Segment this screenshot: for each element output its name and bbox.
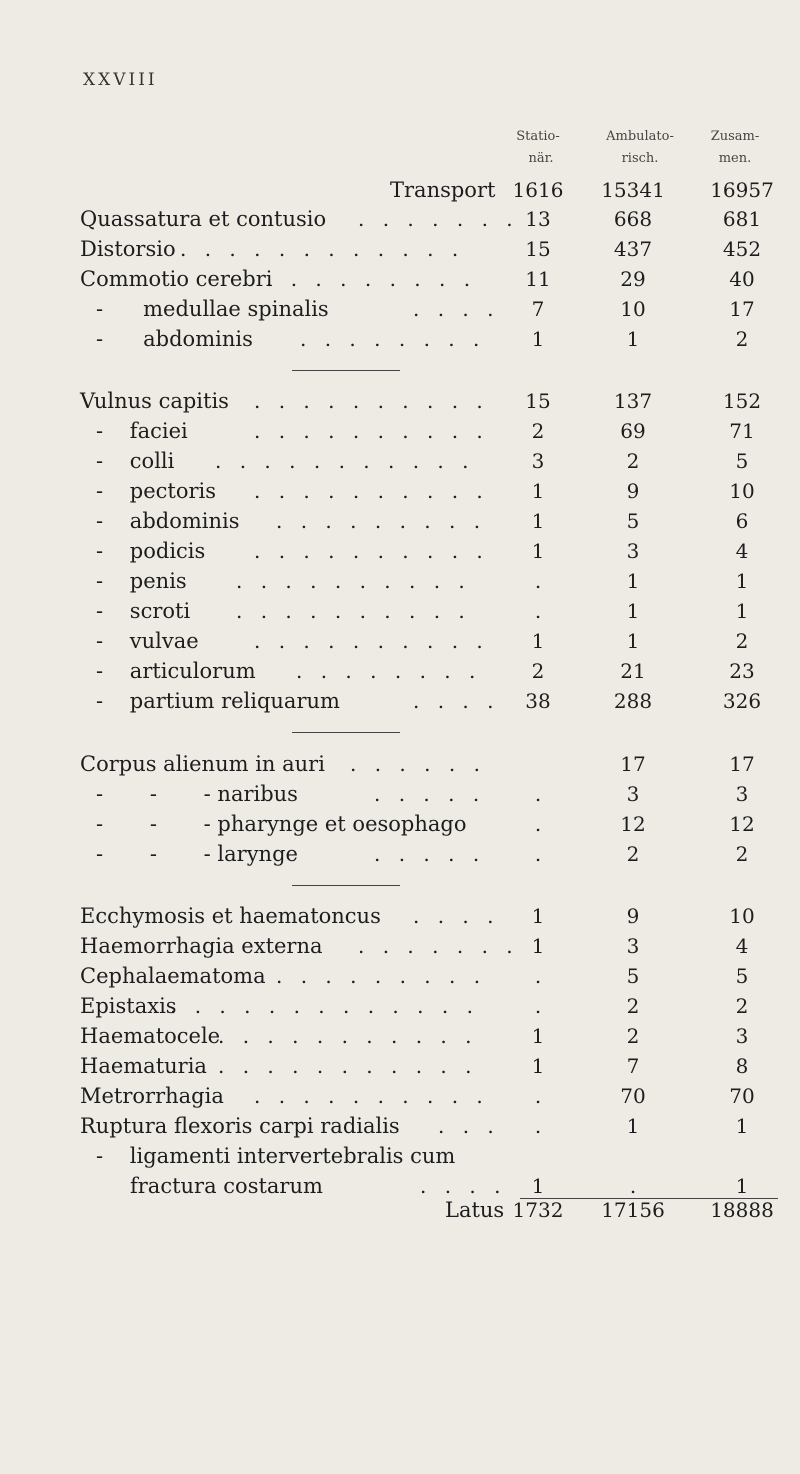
value-stationar: . — [534, 569, 542, 593]
value-ambulatorisch: 9 — [626, 479, 640, 503]
value-ambulatorisch: 69 — [620, 419, 646, 443]
table-row — [0, 446, 800, 476]
row-label: Vulnus capitis — [80, 389, 229, 413]
page-number: XXVIII — [83, 70, 158, 90]
value-stationar: 1 — [531, 629, 545, 653]
table-row — [0, 1111, 800, 1141]
value-zusammen: 8 — [735, 1054, 749, 1078]
value-zusammen: 17 — [729, 297, 755, 321]
value-zusammen: 6 — [735, 509, 749, 533]
value-zusammen: 2 — [735, 327, 749, 351]
value-ambulatorisch: 9 — [626, 904, 640, 928]
row-label: - abdominis — [96, 509, 240, 533]
leader-dots: . . . . . . . . . — [276, 964, 487, 988]
table-row — [0, 779, 800, 809]
value-ambulatorisch: 1 — [626, 629, 640, 653]
leader-dots: . . . . . . . . . . — [254, 539, 489, 563]
row-label: - scroti — [96, 599, 191, 623]
value-stationar: 1 — [531, 904, 545, 928]
column-header-line2: men. — [718, 151, 752, 166]
value-ambulatorisch: 2 — [626, 449, 640, 473]
value-stationar: 1 — [531, 479, 545, 503]
table-row — [0, 839, 800, 869]
table-row — [0, 324, 800, 354]
value-zusammen: 1 — [735, 599, 749, 623]
row-label: - - - larynge — [96, 842, 298, 866]
value-stationar: 7 — [531, 297, 545, 321]
table-row — [0, 931, 800, 961]
value-stationar: . — [534, 782, 542, 806]
leader-dots: . . . . . . . . . . . — [218, 1054, 478, 1078]
table-row — [0, 566, 800, 596]
row-label: - medullae spinalis — [96, 297, 329, 321]
row-label: Haematuria — [80, 1054, 207, 1078]
leader-dots: . . . . — [413, 689, 500, 713]
row-label: Ruptura flexoris carpi radialis — [80, 1114, 400, 1138]
value-zusammen: 681 — [722, 207, 762, 231]
row-label: Commotio cerebri — [80, 267, 273, 291]
column-header-line1: Ambulato- — [606, 129, 674, 144]
leader-dots: . . . . — [420, 1174, 507, 1198]
value-ambulatorisch: 5 — [626, 509, 640, 533]
leader-dots: . . . . — [413, 904, 500, 928]
value-zusammen: 4 — [735, 539, 749, 563]
value-ambulatorisch: 137 — [613, 389, 653, 413]
value-ambulatorisch: 3 — [626, 782, 640, 806]
value-stationar: 1 — [531, 539, 545, 563]
leader-dots: . . . . . . — [350, 752, 486, 776]
value-stationar: 1 — [531, 1174, 545, 1198]
leader-dots: . . . — [438, 1114, 500, 1138]
column-header-line2: risch. — [621, 151, 659, 166]
table-row — [0, 386, 800, 416]
value-ambulatorisch: 2 — [626, 994, 640, 1018]
value-stationar: 13 — [525, 207, 551, 231]
column-header-zusammen — [675, 126, 795, 170]
leader-dots: . . . . . . . . . — [266, 267, 477, 291]
value-stationar: . — [534, 842, 542, 866]
row-label: - colli — [96, 449, 175, 473]
value-zusammen: 16957 — [710, 178, 774, 202]
value-zusammen: 23 — [729, 659, 755, 683]
value-stationar: . — [534, 964, 542, 988]
leader-dots: . . . . . . . . . . — [254, 629, 489, 653]
row-label: Distorsio — [80, 237, 176, 261]
value-zusammen: 40 — [729, 267, 755, 291]
value-zusammen: 1 — [735, 1114, 749, 1138]
section-divider — [292, 732, 400, 733]
value-zusammen: 18888 — [710, 1198, 774, 1222]
value-zusammen: 152 — [722, 389, 762, 413]
value-stationar: 1 — [531, 1024, 545, 1048]
column-header-line1: Zusam- — [710, 129, 760, 144]
column-header-line1: Statio- — [516, 129, 560, 144]
table-row — [0, 656, 800, 686]
row-label: fractura costarum — [130, 1174, 323, 1198]
value-zusammen: 10 — [729, 479, 755, 503]
value-ambulatorisch: 2 — [626, 1024, 640, 1048]
row-label: - - - pharynge et oesophago — [96, 812, 467, 836]
leader-dots: . . . . . — [374, 842, 486, 866]
table-row — [0, 596, 800, 626]
row-label: Metrorrhagia — [80, 1084, 224, 1108]
value-zusammen: 4 — [735, 934, 749, 958]
value-ambulatorisch: 29 — [620, 267, 646, 291]
value-stationar: 1 — [531, 327, 545, 351]
leader-dots: . . . . . . . . . . — [236, 569, 471, 593]
value-zusammen: 1 — [735, 1174, 749, 1198]
row-label: - pectoris — [96, 479, 217, 503]
leader-dots: . . . . . . . . . . . — [218, 1024, 478, 1048]
leader-dots: . . . . — [413, 297, 500, 321]
value-stationar: 1616 — [512, 178, 564, 202]
leader-dots: . . . . . . . . . . — [254, 479, 489, 503]
value-stationar: . — [534, 1114, 542, 1138]
row-label: - articulorum — [96, 659, 256, 683]
row-label: - vulvae — [96, 629, 199, 653]
value-ambulatorisch: 437 — [613, 237, 653, 261]
section-divider — [292, 885, 400, 886]
row-label: - ligamenti intervertebralis cum — [96, 1144, 456, 1168]
value-zusammen: 2 — [735, 994, 749, 1018]
table-row — [0, 961, 800, 991]
value-zusammen: 71 — [729, 419, 755, 443]
table-row — [0, 476, 800, 506]
table-row — [0, 234, 800, 264]
value-zusammen: 1 — [735, 569, 749, 593]
table-row — [0, 626, 800, 656]
value-zusammen: 17 — [729, 752, 755, 776]
row-label: - podicis — [96, 539, 206, 563]
value-stationar: 1732 — [512, 1198, 564, 1222]
column-header-line2: när. — [528, 151, 554, 166]
row-label: Haemorrhagia externa — [80, 934, 323, 958]
transport-row — [0, 175, 800, 205]
value-ambulatorisch: 668 — [613, 207, 653, 231]
value-stationar: 1 — [531, 509, 545, 533]
value-zusammen: 3 — [735, 1024, 749, 1048]
value-ambulatorisch: 2 — [626, 842, 640, 866]
value-zusammen: 10 — [729, 904, 755, 928]
row-label: Ecchymosis et haematoncus — [80, 904, 381, 928]
value-stationar: 15 — [525, 237, 551, 261]
row-label: Cephalaematoma — [80, 964, 266, 988]
value-zusammen: 452 — [722, 237, 762, 261]
value-zusammen: 5 — [735, 964, 749, 988]
value-zusammen: 2 — [735, 629, 749, 653]
table-row — [0, 809, 800, 839]
table-row — [0, 901, 800, 931]
leader-dots: . . . . . . . . . — [276, 509, 487, 533]
value-stationar: 38 — [525, 689, 551, 713]
value-stationar: 11 — [525, 267, 551, 291]
row-label: - penis — [96, 569, 187, 593]
value-stationar: . — [534, 994, 542, 1018]
row-label: Epistaxis — [80, 994, 177, 1018]
leader-dots: . . . . . . . . . . . . . — [170, 994, 479, 1018]
row-label: Haematocele — [80, 1024, 221, 1048]
value-ambulatorisch: 70 — [620, 1084, 646, 1108]
table-row — [0, 264, 800, 294]
table-row — [0, 686, 800, 716]
table-row — [0, 1021, 800, 1051]
value-ambulatorisch: 1 — [626, 327, 640, 351]
value-stationar: 2 — [531, 659, 545, 683]
value-ambulatorisch: 21 — [620, 659, 646, 683]
table-row — [0, 416, 800, 446]
table-row — [0, 506, 800, 536]
value-stationar: . — [534, 812, 542, 836]
value-stationar: 15 — [525, 389, 551, 413]
value-ambulatorisch: 15341 — [601, 178, 665, 202]
section-divider — [292, 370, 400, 371]
leader-dots: . . . . . . . . . . — [254, 419, 489, 443]
value-stationar: 1 — [531, 1054, 545, 1078]
leader-dots: . . . . . . . — [358, 934, 519, 958]
value-zusammen: 5 — [735, 449, 749, 473]
table-row-continuation — [0, 1141, 800, 1171]
value-ambulatorisch: 5 — [626, 964, 640, 988]
value-ambulatorisch: 3 — [626, 934, 640, 958]
row-label: - - - naribus — [96, 782, 298, 806]
table-row — [0, 536, 800, 566]
latus-label: Latus — [445, 1198, 505, 1222]
value-ambulatorisch: 1 — [626, 569, 640, 593]
latus-row — [0, 1195, 800, 1225]
value-zusammen: 2 — [735, 842, 749, 866]
table-row — [0, 991, 800, 1021]
leader-dots: . . . . . . . . . . . — [215, 449, 475, 473]
value-ambulatorisch: 288 — [613, 689, 653, 713]
leader-dots: . . . . . . . — [358, 207, 519, 231]
value-ambulatorisch: 3 — [626, 539, 640, 563]
table-row — [0, 294, 800, 324]
value-stationar: . — [534, 1084, 542, 1108]
value-ambulatorisch: 1 — [626, 599, 640, 623]
row-label: - abdominis — [96, 327, 253, 351]
leader-dots: . . . . . — [374, 782, 486, 806]
row-label: - partium reliquarum — [96, 689, 340, 713]
value-zusammen: 70 — [729, 1084, 755, 1108]
value-zusammen: 3 — [735, 782, 749, 806]
value-ambulatorisch: 10 — [620, 297, 646, 321]
row-label: - faciei — [96, 419, 188, 443]
value-zusammen: 326 — [722, 689, 762, 713]
row-label: Corpus alienum in auri — [80, 752, 325, 776]
leader-dots: . . . . . . . . . . — [236, 599, 471, 623]
value-stationar: 3 — [531, 449, 545, 473]
leader-dots: . . . . . . . . . . — [254, 1084, 489, 1108]
value-zusammen: 12 — [729, 812, 755, 836]
value-stationar: 1 — [531, 934, 545, 958]
value-stationar: . — [534, 599, 542, 623]
leader-dots: . . . . . . . . . . — [254, 389, 489, 413]
leader-dots: . . . . . . . . . . . . — [180, 237, 465, 261]
value-ambulatorisch: . — [629, 1174, 637, 1198]
value-ambulatorisch: 1 — [626, 1114, 640, 1138]
table-row — [0, 1081, 800, 1111]
value-ambulatorisch: 12 — [620, 812, 646, 836]
table-row — [0, 204, 800, 234]
leader-dots: . . . . . . . . — [296, 659, 482, 683]
value-stationar: 2 — [531, 419, 545, 443]
table-row — [0, 749, 800, 779]
row-label: Quassatura et contusio — [80, 207, 327, 231]
value-ambulatorisch: 17 — [620, 752, 646, 776]
table-row — [0, 1051, 800, 1081]
value-ambulatorisch: 7 — [626, 1054, 640, 1078]
transport-label: Transport — [390, 178, 496, 202]
value-ambulatorisch: 17156 — [601, 1198, 665, 1222]
leader-dots: . . . . . . . . — [300, 327, 486, 351]
